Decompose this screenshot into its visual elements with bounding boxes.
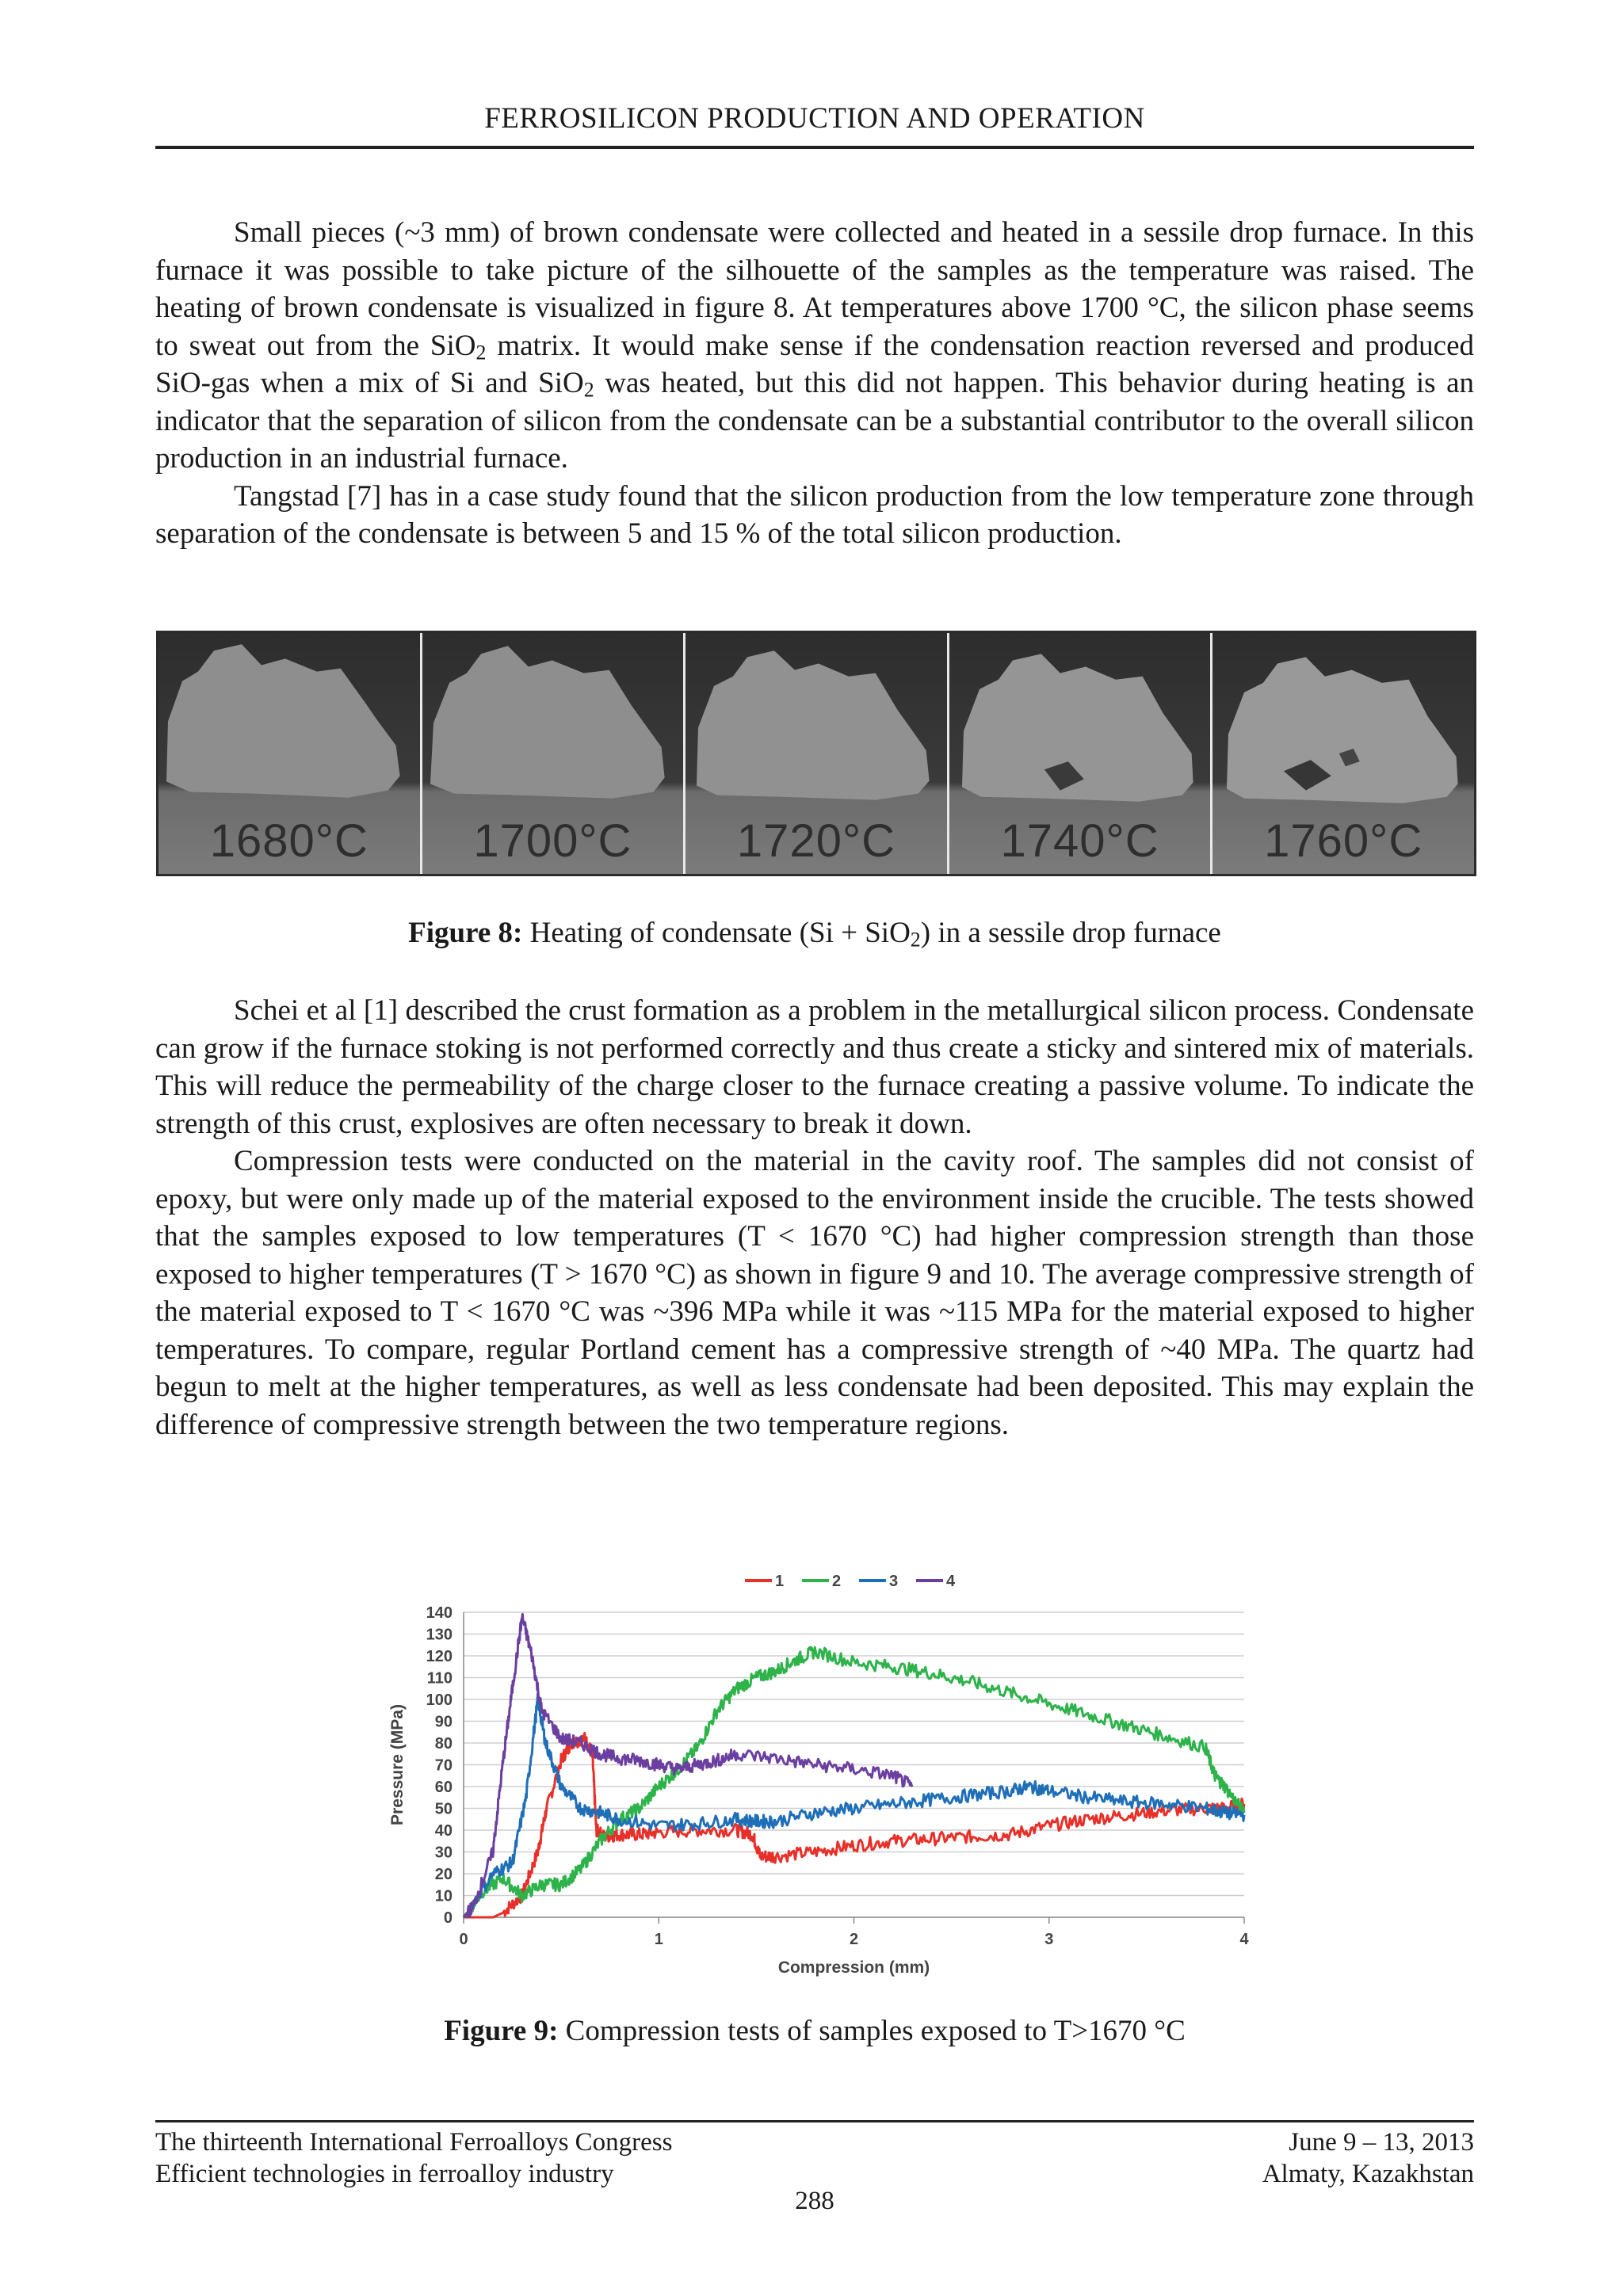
figure-8-image-strip <box>156 631 1476 876</box>
y-tick-label: 40 <box>434 1822 453 1840</box>
paragraph-tangstad: Tangstad [7] has in a case study found that the silicon production from the low temperature zone through separation of the condensate is between 5 and 15 % of the total silicon production. <box>155 479 1474 550</box>
x-tick-label: 4 <box>1239 1931 1249 1948</box>
footer-place: Almaty, Kazakhstan <box>1262 2160 1474 2188</box>
y-tick-label: 110 <box>426 1669 453 1688</box>
footer-conference-name: The thirteenth International Ferroalloys Congress <box>155 2128 673 2157</box>
sample-panel-5 <box>1212 633 1474 874</box>
sample-panel-1 <box>158 633 422 874</box>
page-number: 288 <box>795 2187 834 2215</box>
temperature-label-4: 1740°C <box>1000 815 1159 867</box>
paragraph-compression-tests: Compression tests were conducted on the material in the cavity roof. The samples did not consist of epoxy, but were only made up of the material exposed to the environment inside the crucible. The tests showed that the samples exposed to low temperatures (T < 1670 °C) had higher compression strength than those exposed to higher temperatures (T > 1670 °C) as shown in figure 9 and 10. The average compressive strength of the material exposed to T < 1670 °C was ~396 MPa while it was ~115 MPa for the material exposed to higher temperatures. To compare, regular Portland cement has a compressive strength of ~40 MPa. The quartz had begun to melt at the higher temperatures, as well as less condensate had been deposited. This may explain the difference of compressive strength between the two temperature regions. <box>155 1145 1474 1441</box>
y-tick-label: 100 <box>426 1691 453 1709</box>
footer-conference-theme: Efficient technologies in ferroalloy industry <box>155 2160 614 2188</box>
y-tick-label: 140 <box>426 1604 453 1622</box>
series-line-1 <box>464 1733 1244 1917</box>
temperature-label-1: 1680°C <box>209 815 369 867</box>
y-tick-label: 0 <box>443 1909 453 1927</box>
running-title: FERROSILICON PRODUCTION AND OPERATION <box>484 102 1145 135</box>
figure-9-caption: Figure 9: Compression tests of samples exposed to T>1670 °C <box>444 2015 1186 2047</box>
y-tick-label: 80 <box>434 1735 453 1753</box>
y-tick-label: 30 <box>434 1844 453 1862</box>
x-tick-label: 2 <box>849 1931 859 1948</box>
temperature-label-2: 1700°C <box>473 815 632 867</box>
text-block-2 <box>155 992 1474 1444</box>
x-axis-label: Compression (mm) <box>777 1958 930 1977</box>
legend-label-4: 4 <box>946 1573 956 1590</box>
paragraph-crust-formation: Schei et al [1] described the crust formation as a problem in the metallurgical silicon process. Condensate can grow if the furnace stoking is not performed correctly and thus create a sticky and sintered mix of materials. This will reduce the permeability of the charge closer to the furnace creating a passive volume. To indicate the strength of this crust, explosives are often necessary to break it down. <box>155 994 1474 1140</box>
temperature-label-3: 1720°C <box>736 815 896 867</box>
x-tick-label: 0 <box>459 1931 468 1948</box>
y-tick-label: 50 <box>434 1800 453 1818</box>
sample-panel-2 <box>422 633 686 874</box>
sample-panel-3 <box>685 633 949 874</box>
footer-date: June 9 – 13, 2013 <box>1289 2128 1474 2157</box>
legend-label-2: 2 <box>832 1573 842 1590</box>
figure-9-chart <box>372 1557 1284 1985</box>
footer-date-place <box>1262 2126 1474 2190</box>
series-line-2 <box>464 1647 1244 1917</box>
y-tick-label: 10 <box>434 1887 453 1905</box>
legend-label-3: 3 <box>889 1573 899 1590</box>
text-block-1 <box>155 214 1474 553</box>
y-tick-label: 60 <box>434 1779 453 1796</box>
footer-rule <box>155 2120 1474 2122</box>
x-tick-label: 3 <box>1044 1931 1054 1948</box>
figure-8-caption: Figure 8: Heating of condensate (Si + SiO$_2$) in a sessile drop furnace <box>408 917 1221 952</box>
y-axis-label: Pressure (MPa) <box>388 1704 407 1825</box>
header-rule <box>155 146 1474 149</box>
legend-label-1: 1 <box>775 1573 785 1590</box>
y-tick-label: 70 <box>434 1756 453 1775</box>
paragraph-condensate-heating: Small pieces (~3 mm) of brown condensate were collected and heated in a sessile drop furnace. In this furnace it was possible to take picture of the silhouette of the samples as the temperature was raised. The heating of brown condensate is visualized in figure 8. At temperatures above 1700 °C, the silicon phase seems to sweat out from the SiO$_2$ matrix. It would make sense if the condensation reaction reversed and produced SiO-gas when a mix of Si and SiO$_2$ was heated, but this did not happen. This behavior during heating is an indicator that the separation of silicon from the condensate can be a substantial contributor to the overall silicon production in an industrial furnace. <box>155 216 1474 475</box>
sample-panel-4 <box>949 633 1213 874</box>
temperature-label-5: 1760°C <box>1264 815 1423 867</box>
y-tick-label: 20 <box>434 1866 453 1883</box>
footer-conference <box>155 2126 673 2190</box>
y-tick-label: 130 <box>426 1626 453 1644</box>
y-tick-label: 90 <box>434 1713 453 1731</box>
y-tick-label: 120 <box>426 1648 453 1665</box>
x-tick-label: 1 <box>654 1931 663 1948</box>
